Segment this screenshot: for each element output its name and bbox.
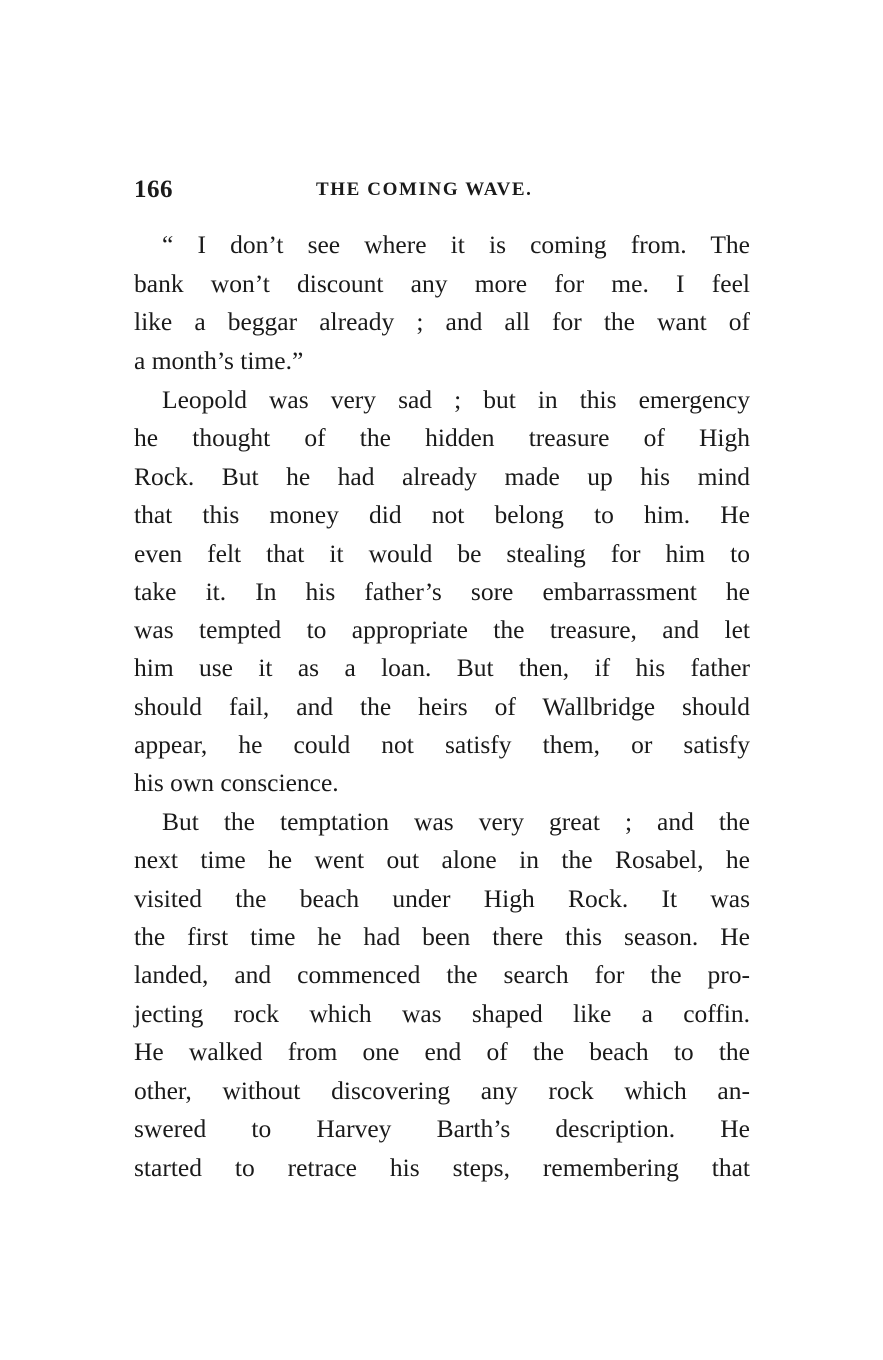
text-line: jecting rock which was shaped like a coffin. xyxy=(134,999,750,1028)
text-line: started to retrace his steps, remembering that xyxy=(134,1153,750,1182)
text-line: the first time he had been there this season. He xyxy=(134,922,750,951)
text-line: he thought of the hidden treasure of High xyxy=(134,423,750,452)
text-line: appear, he could not satisfy them, or satisfy xyxy=(134,730,750,759)
text-line: visited the beach under High Rock. It was xyxy=(134,884,750,913)
text-line: bank won’t discount any more for me. I feel xyxy=(134,269,750,298)
text-line: even felt that it would be stealing for him to xyxy=(134,539,750,568)
text-line: next time he went out alone in the Rosabel, he xyxy=(134,845,750,874)
text-line: But the temptation was very great ; and the xyxy=(162,807,750,836)
text-line: other, without discovering any rock which an- xyxy=(134,1076,750,1105)
text-line: Rock. But he had already made up his mind xyxy=(134,462,750,491)
text-line: landed, and commenced the search for the pro- xyxy=(134,960,750,989)
text-line: a month’s time.” xyxy=(134,346,304,375)
page-number: 166 xyxy=(134,176,173,203)
text-line: Leopold was very sad ; but in this emergency xyxy=(162,385,750,414)
text-line: He walked from one end of the beach to the xyxy=(134,1037,750,1066)
text-line: that this money did not belong to him. He xyxy=(134,500,750,529)
text-line: should fail, and the heirs of Wallbridge should xyxy=(134,692,750,721)
text-line: his own conscience. xyxy=(134,768,339,797)
text-line: swered to Harvey Barth’s description. He xyxy=(134,1114,750,1143)
text-line: him use it as a loan. But then, if his father xyxy=(134,653,750,682)
text-line: like a beggar already ; and all for the want of xyxy=(134,307,750,336)
text-line: “ I don’t see where it is coming from. The xyxy=(162,230,750,259)
running-title: THE COMING WAVE. xyxy=(316,179,533,200)
text-line: was tempted to appropriate the treasure, and let xyxy=(134,615,750,644)
text-line: take it. In his father’s sore embarrassment he xyxy=(134,577,750,606)
page-header xyxy=(134,176,750,206)
